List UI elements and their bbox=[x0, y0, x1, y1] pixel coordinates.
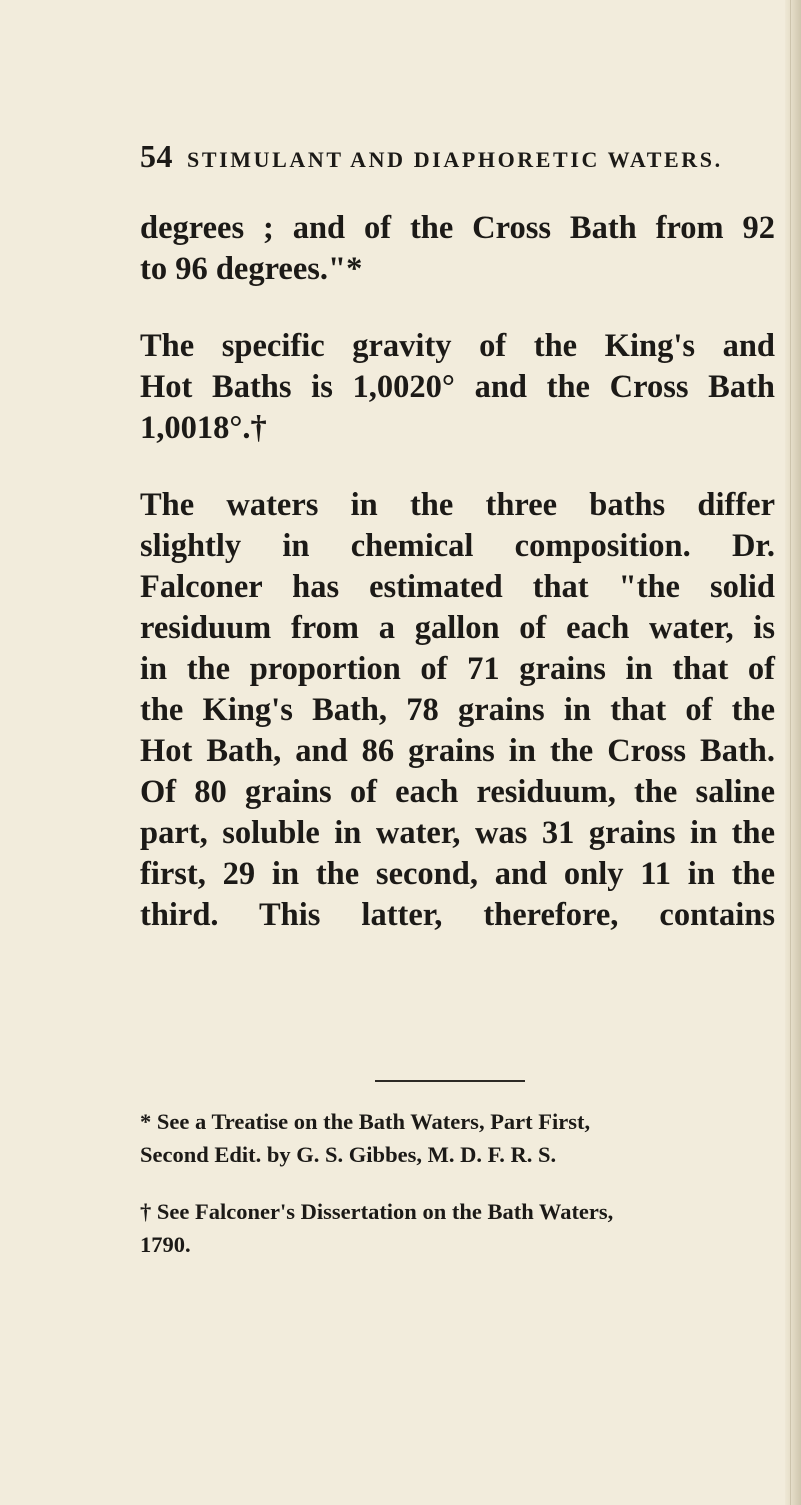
text-line: first, 29 in the second, and only 11 in the bbox=[140, 856, 775, 892]
text-line: part, soluble in water, was 31 grains in the bbox=[140, 815, 775, 851]
running-head-title: STIMULANT AND DIAPHORETIC WATERS. bbox=[187, 147, 723, 172]
footnote-line: 1790. bbox=[140, 1232, 191, 1257]
paragraph-2 bbox=[140, 326, 775, 449]
page-edge-line bbox=[790, 0, 791, 1505]
text-line: to 96 degrees."* bbox=[140, 251, 363, 287]
text-line: slightly in chemical composition. Dr. bbox=[140, 528, 775, 564]
text-line: degrees ; and of the Cross Bath from 92 bbox=[140, 210, 775, 246]
text-line: residuum from a gallon of each water, is bbox=[140, 610, 775, 646]
text-line: 1,0018°.† bbox=[140, 410, 267, 446]
footnote-2 bbox=[140, 1195, 780, 1261]
footnote-divider bbox=[375, 1080, 525, 1082]
text-line: Hot Baths is 1,0020° and the Cross Bath bbox=[140, 369, 775, 405]
text-line: the King's Bath, 78 grains in that of the bbox=[140, 692, 775, 728]
paragraph-3 bbox=[140, 485, 775, 936]
text-line: The waters in the three baths differ bbox=[140, 487, 775, 523]
footnote-line: * See a Treatise on the Bath Waters, Part First, bbox=[140, 1109, 591, 1134]
running-head bbox=[140, 138, 780, 182]
text-line: Of 80 grains of each residuum, the saline bbox=[140, 774, 775, 810]
footnote-gap bbox=[140, 1171, 780, 1195]
text-line: Falconer has estimated that "the solid bbox=[140, 569, 775, 605]
page-number: 54 bbox=[140, 138, 173, 174]
footnote-line: † See Falconer's Dissertation on the Bath Waters, bbox=[140, 1199, 614, 1224]
footnote-1 bbox=[140, 1105, 780, 1171]
text-line: Hot Bath, and 86 grains in the Cross Bath. bbox=[140, 733, 775, 769]
body-text bbox=[140, 208, 775, 936]
text-line: The specific gravity of the King's and bbox=[140, 328, 775, 364]
page-edge-shadow bbox=[785, 0, 801, 1505]
paragraph-gap bbox=[140, 449, 775, 485]
paragraph-1 bbox=[140, 208, 775, 290]
footnotes bbox=[140, 1105, 780, 1261]
text-line: third. This latter, therefore, contains bbox=[140, 897, 775, 933]
paragraph-gap bbox=[140, 290, 775, 326]
text-line: in the proportion of 71 grains in that of bbox=[140, 651, 775, 687]
footnote-line: Second Edit. by G. S. Gibbes, M. D. F. R. S. bbox=[140, 1142, 557, 1167]
